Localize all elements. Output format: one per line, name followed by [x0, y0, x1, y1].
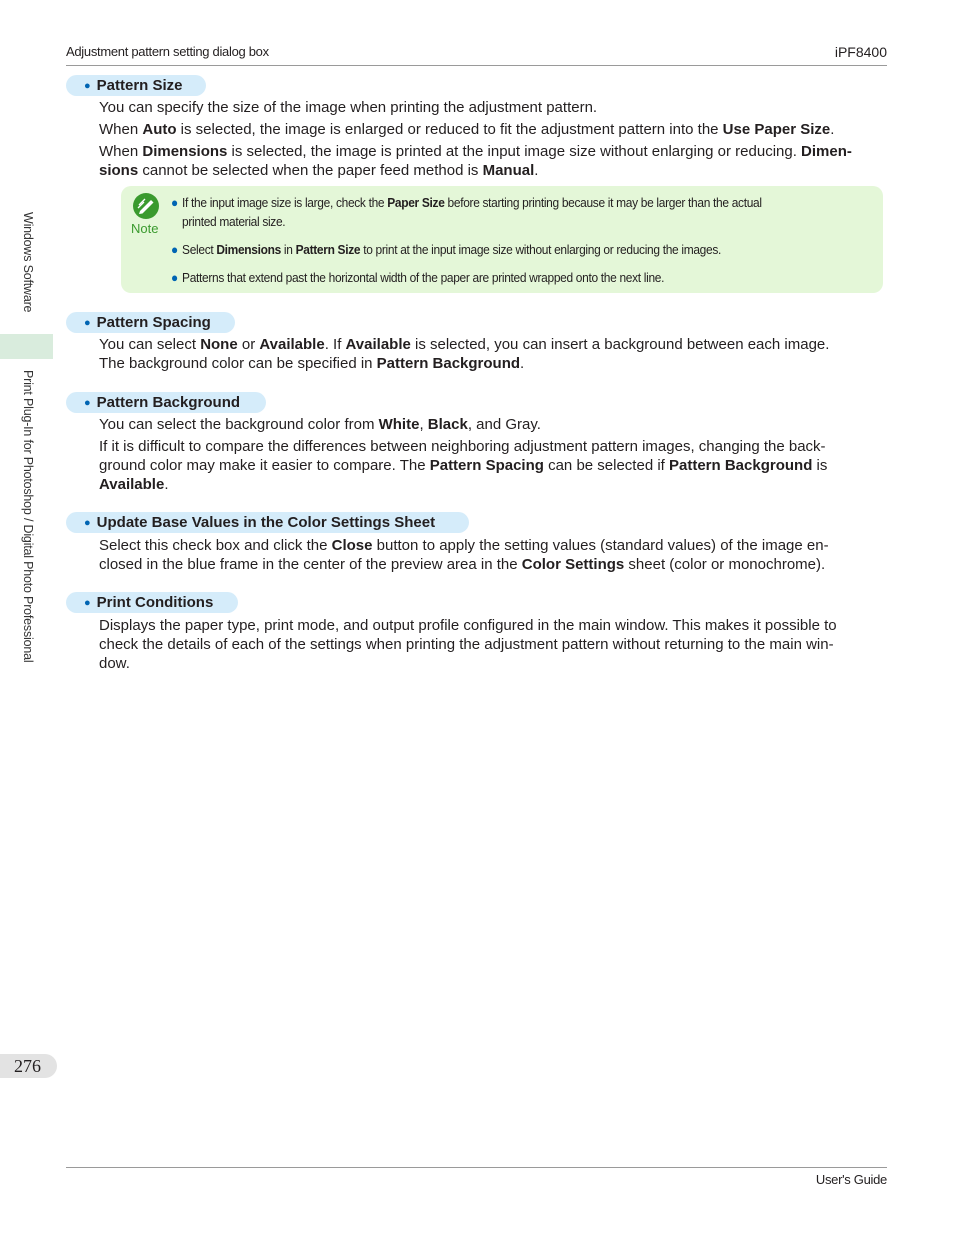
header-rule [66, 65, 887, 66]
pattern-spacing-p1: You can select None or Available. If Available is selected, you can insert a background between each image. The background color can be specified in Pattern Background. [99, 336, 830, 372]
section-heading-pattern-spacing: ● Pattern Spacing [66, 312, 235, 333]
note-item-2: ● Select Dimensions in Pattern Size to print at the input image size without enlarging or reducing the images. [171, 242, 722, 257]
footer-rule [66, 1167, 887, 1168]
note-item-1: ● If the input image size is large, check the Paper Size before starting printing because it may be larger than the actual printed material size. [171, 195, 762, 229]
page-number: 276 [0, 1054, 57, 1078]
running-header-model: iPF8400 [834, 44, 887, 60]
bullet-icon: ● [84, 397, 91, 409]
pattern-size-p2: When Auto is selected, the image is enlarged or reduced to fit the adjustment pattern into the Use Paper Size. [99, 121, 835, 138]
pencil-note-icon [131, 192, 161, 220]
bullet-icon: ● [171, 270, 178, 285]
pattern-background-p2: If it is difficult to compare the differences between neighboring adjustment pattern images, changing the back- ground color may make it easier to compare. The Pattern Spacing can be selected if Pattern Background is Available. [99, 438, 828, 493]
note-label: Note [131, 221, 159, 236]
side-tab-highlight [0, 334, 53, 359]
section-heading-update-base-values: ● Update Base Values in the Color Settings Sheet [66, 512, 469, 533]
side-tab-print-plugin: Print Plug-In for Photoshop / Digital Photo Professional [21, 370, 35, 663]
pattern-background-p1: You can select the background color from White, Black, and Gray. [99, 416, 541, 433]
footer-guide-title: User's Guide [815, 1172, 887, 1187]
note-item-3: ● Patterns that extend past the horizontal width of the paper are printed wrapped onto the next line. [171, 270, 665, 285]
side-tab-windows-software: Windows Software [21, 212, 35, 313]
update-base-p1: Select this check box and click the Close button to apply the setting values (standard values) of the image en- closed in the blue frame in the center of the preview area in the Color Settings sheet (color or monochrome). [99, 537, 829, 573]
bullet-icon: ● [171, 242, 178, 257]
bullet-icon: ● [84, 517, 91, 529]
section-heading-pattern-background: ● Pattern Background [66, 392, 266, 413]
print-conditions-p1: Displays the paper type, print mode, and output profile configured in the main window. This makes it possible to check the details of each of the settings when printing the adjustment pattern without returning to the main win- dow. [99, 617, 837, 672]
bullet-icon: ● [84, 597, 91, 609]
pattern-size-p3: When Dimensions is selected, the image is printed at the input image size without enlarging or reducing. Dimen- sions cannot be selected when the paper feed method is Manual. [99, 143, 852, 179]
pattern-size-p1: You can specify the size of the image when printing the adjustment pattern. [99, 99, 598, 116]
section-heading-pattern-size: ● Pattern Size [66, 75, 206, 96]
running-header-section: Adjustment pattern setting dialog box [66, 44, 269, 59]
bullet-icon: ● [171, 195, 178, 210]
section-heading-print-conditions: ● Print Conditions [66, 592, 238, 613]
bullet-icon: ● [84, 80, 91, 92]
bullet-icon: ● [84, 317, 91, 329]
